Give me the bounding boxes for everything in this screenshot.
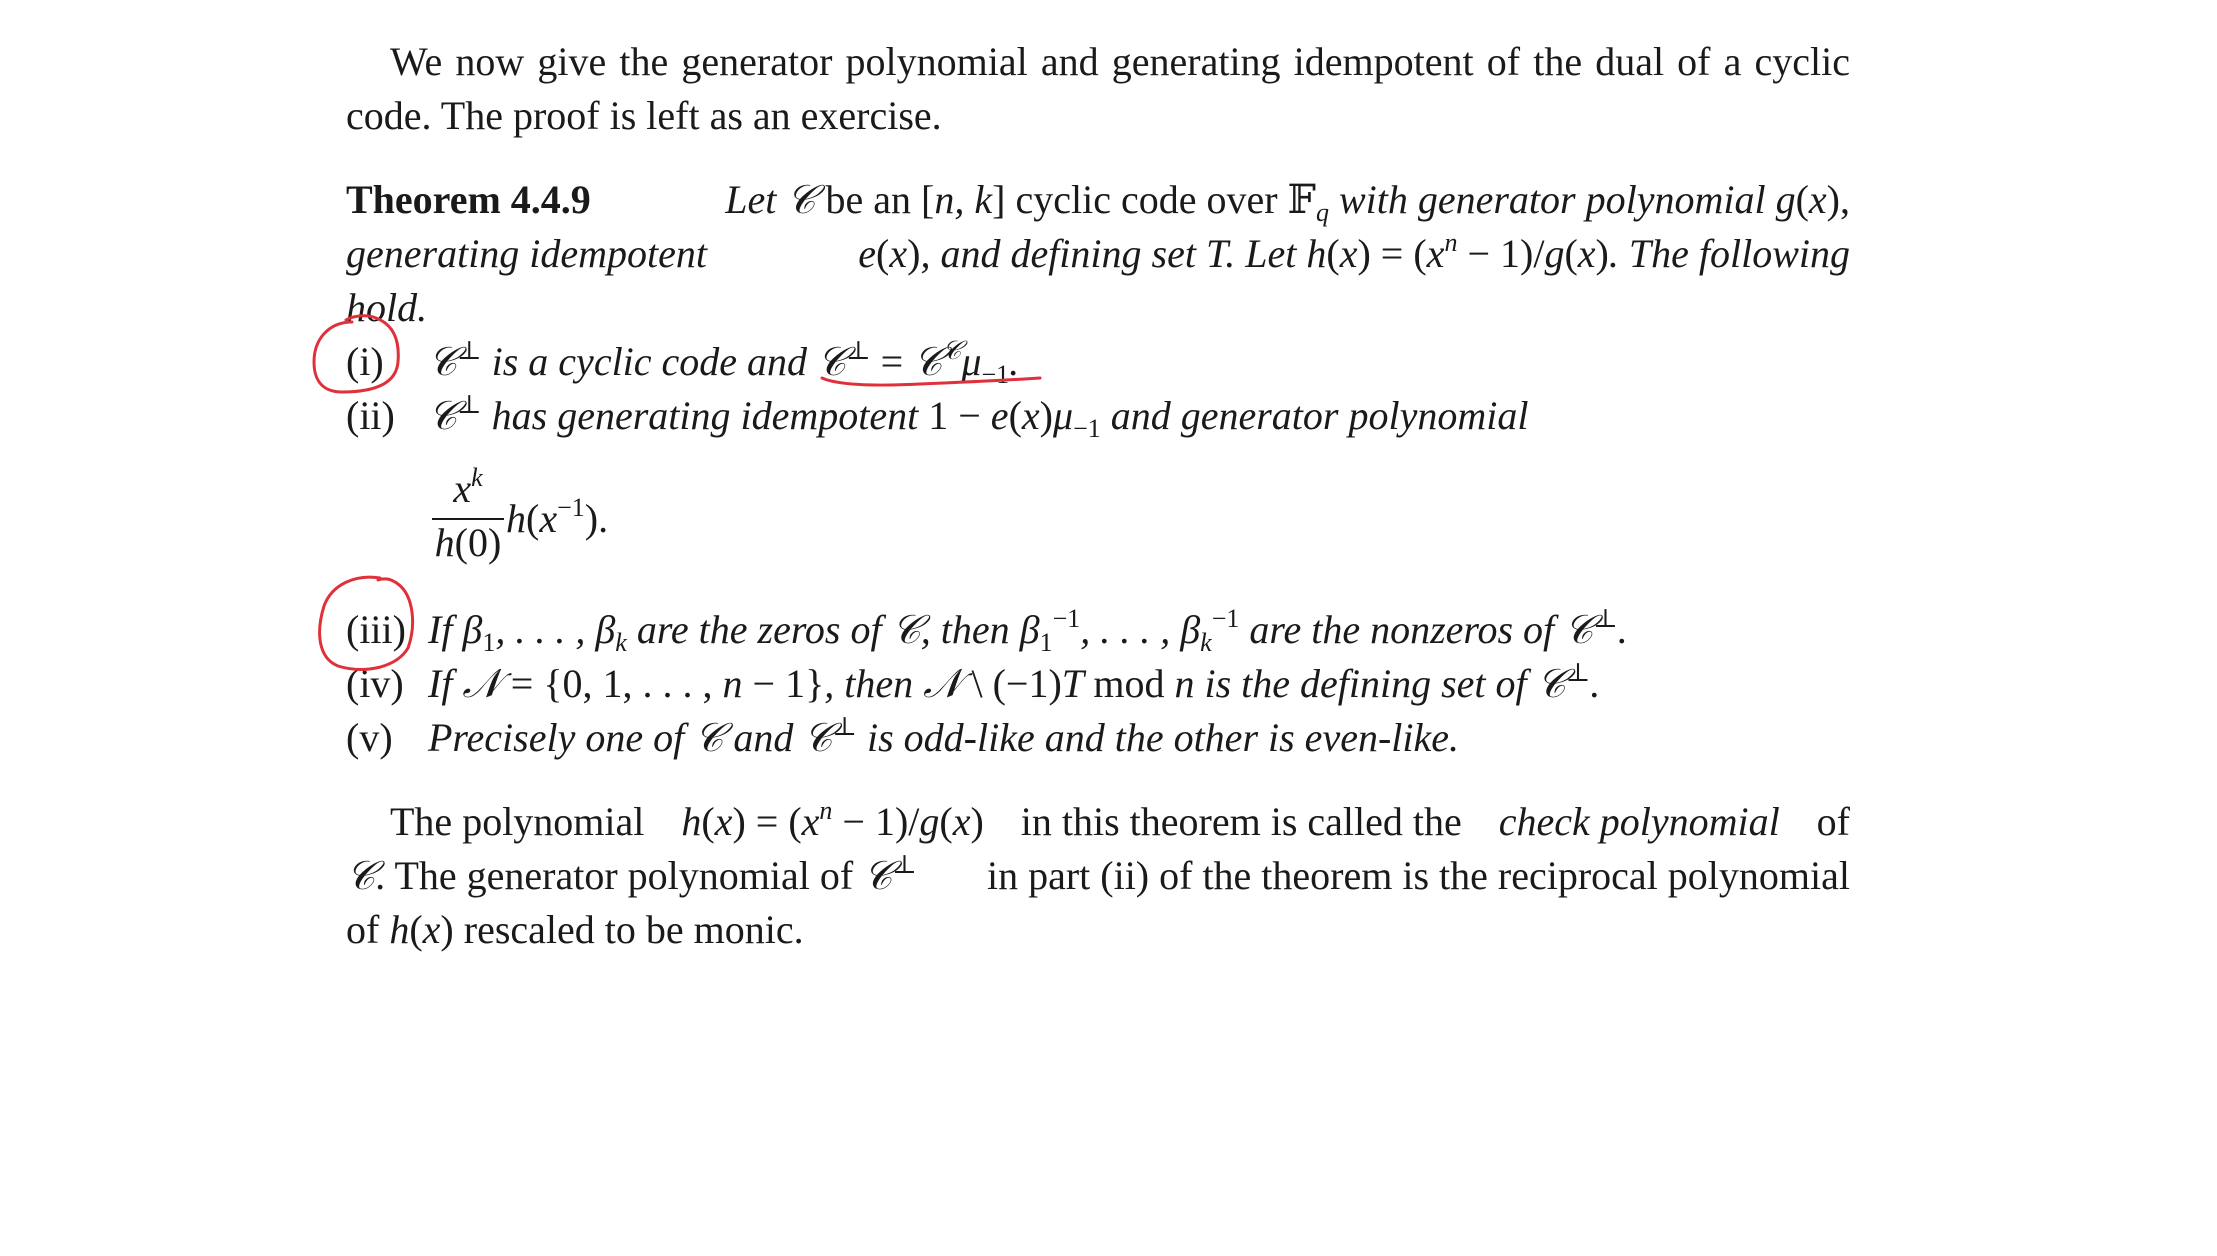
closing-line-1: The polynomial $h(x) = (x^n - 1)/g(x)$ in this theorem is called the check polynomial of <box>390 795 1850 849</box>
textbook-page: We now give the generator polynomial and generating idempotent of the dual of a cyclic code. The proof is left as an exercise. Theorem 4.4.9 Let 𝒞 be an [n, k] cyclic code over 𝔽$_q$ with generator polynomial g(x), generating idempotent e(x), and defining set T. Let $h(x) = (x^n - 1)/g(x)$. The following hold. (i) 𝒞⊥ is a cyclic code and 𝒞⊥ = $𝒞^𝒞\mu_{-1}$. (ii) 𝒞⊥ has generating idempotent $1 - e(x)\mu_{-1}$ and generator polynomial $x^k$ h(0) $h(x^{-1})$. (iii) If $\beta_1$, . . . , $\beta_k$ are the zeros of 𝒞, then $\beta_1^{-1}$, . . . , $\beta_k^{-1}$ are the nonzeros of 𝒞⊥. (iv) If 𝒩 = {0, 1, . . . , n − 1}, then 𝒩 \ (−1)T mod n is the defining set of 𝒞⊥. (v) Precisely one of 𝒞 and 𝒞⊥ is odd-like and the other is even-like. The polynomial $h(x) = (x^n - 1)/g(x)$ in this theorem is called the check polynomial of 𝒞. The generator polynomial of 𝒞⊥ in part (ii) of the theorem is the reciprocal polynomial of h(x) rescaled to be monic. <box>0 0 2217 1256</box>
intro-line-1: We now give the generator polynomial and generating idempotent of the dual of a cyclic <box>390 39 1850 84</box>
item-ii-label: (ii) <box>346 393 395 438</box>
item-ii-text: 𝒞⊥ has generating idempotent $1 - e(x)\mu_{-1}$ and generator polynomial <box>428 390 1529 443</box>
item-i-text: 𝒞⊥ is a cyclic code and 𝒞⊥ = $𝒞^𝒞\mu_{-1}$. <box>428 336 1020 389</box>
theorem-heading: Theorem 4.4.9 <box>346 177 591 222</box>
intro-line-2: code. The proof is left as an exercise. <box>346 93 942 138</box>
check-polynomial-term: check polynomial <box>1498 799 1780 844</box>
theorem-line-2: generating idempotent e(x), and defining set T. Let $h(x) = (x^n - 1)/g(x)$. The following <box>346 228 1850 276</box>
item-iv-text: If 𝒩 = {0, 1, . . . , n − 1}, then 𝒩 \ (−1)T mod n is the defining set of 𝒞⊥. <box>428 658 1601 706</box>
item-iv-label: (iv) <box>346 661 404 706</box>
item-i-label: (i) <box>346 339 384 384</box>
item-v-label: (v) <box>346 715 393 760</box>
item-v-text: Precisely one of 𝒞 and 𝒞⊥ is odd-like and the other is even-like. <box>428 712 1459 760</box>
item-iii-text: If $\beta_1$, . . . , $\beta_k$ are the zeros of 𝒞, then $\beta_1^{-1}$, . . . , $\beta_k^{-1}$ are the nonzeros of 𝒞⊥. <box>428 604 1628 657</box>
theorem-line-3: hold. <box>346 285 428 330</box>
closing-line-2: 𝒞. The generator polynomial of 𝒞⊥ in part (ii) of the theorem is the reciprocal polynomial <box>346 850 1850 898</box>
closing-line-3: of h(x) rescaled to be monic. <box>346 907 804 952</box>
theorem-line-1 <box>346 173 1850 227</box>
item-iii-label: (iii) <box>346 607 406 652</box>
theorem-statement-1: Let 𝒞 be an [n, k] cyclic code over 𝔽$_q$ with generator polynomial g(x), <box>725 177 1850 227</box>
